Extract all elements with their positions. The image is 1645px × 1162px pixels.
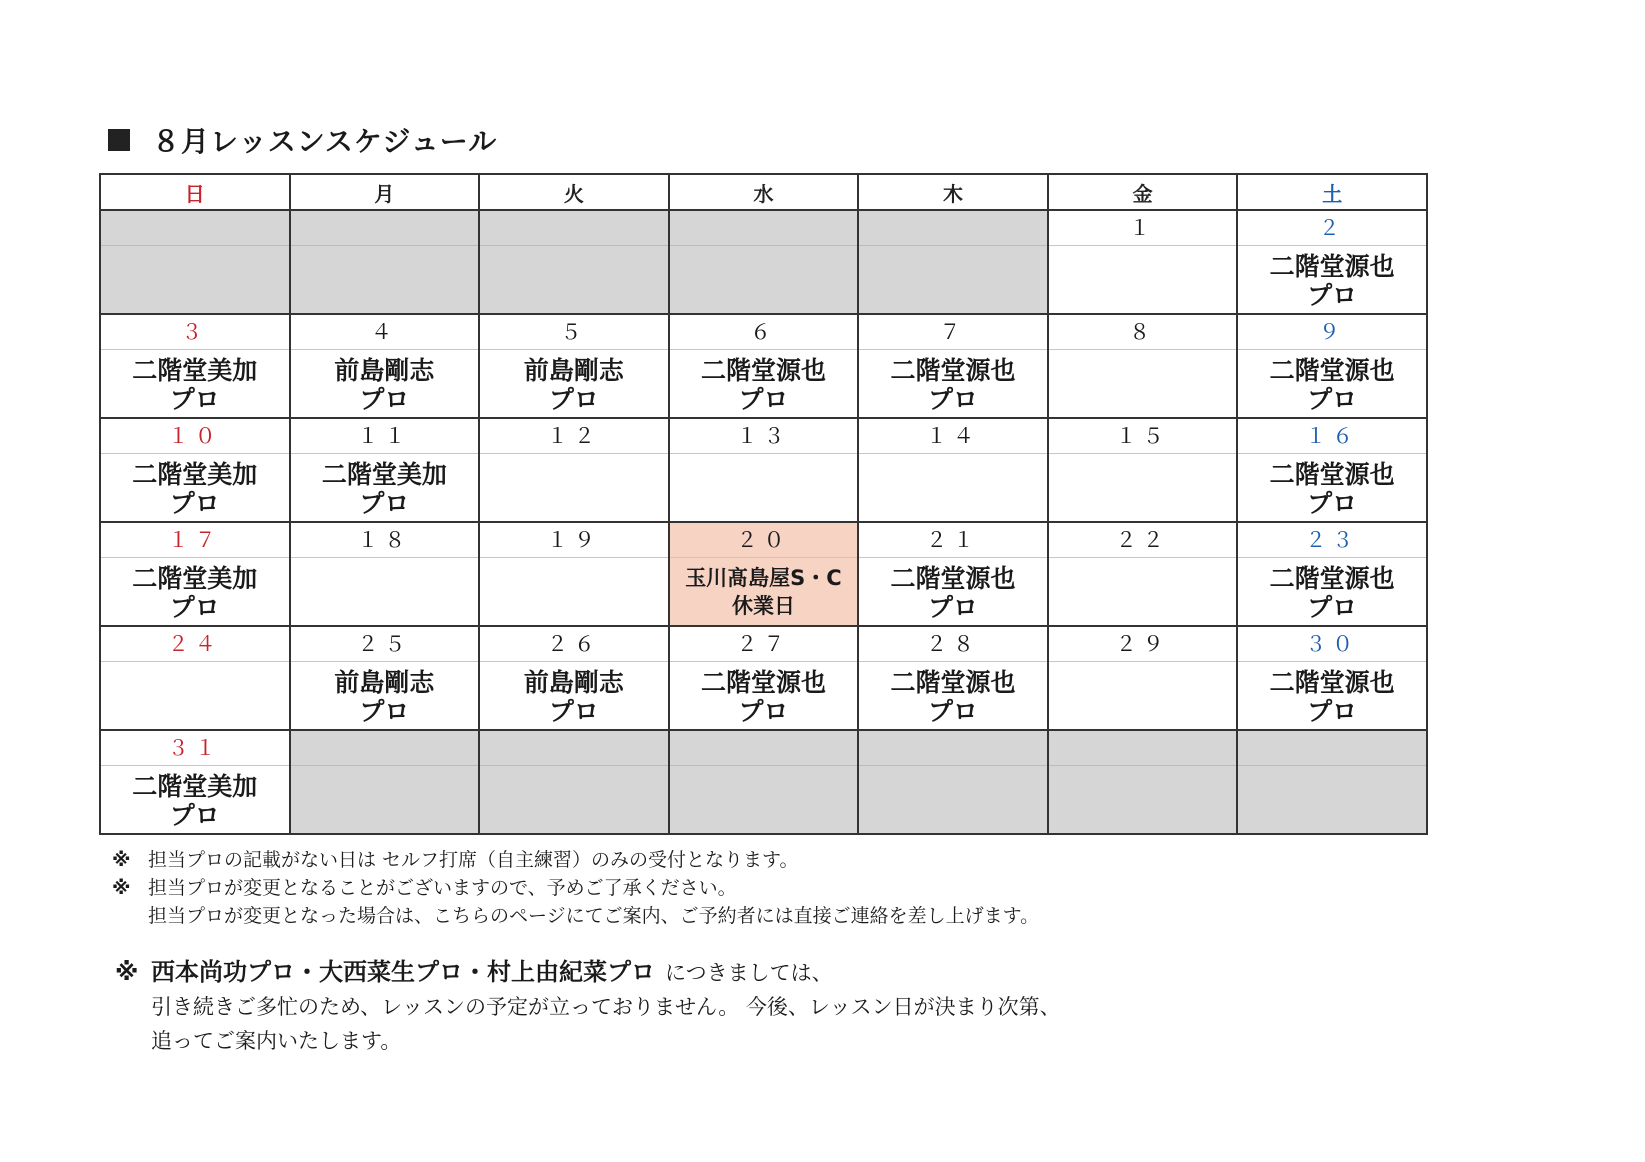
day-cell — [100, 522, 290, 626]
day-number: １ — [1049, 211, 1237, 246]
day-number-blank — [670, 731, 858, 766]
day-cell — [1048, 626, 1238, 730]
day-cell — [290, 522, 480, 626]
day-number: １９ — [480, 523, 668, 558]
lesson-instructor: 二階堂美加 プロ — [132, 460, 258, 518]
week-row — [100, 626, 1427, 730]
empty-day-cell — [1048, 730, 1238, 834]
square-bullet-icon — [108, 129, 130, 151]
day-cell — [858, 418, 1048, 522]
day-number: ２９ — [1049, 627, 1237, 662]
empty-day-cell — [858, 210, 1048, 314]
note-item — [112, 874, 1039, 930]
weekday-wed: 水 — [669, 174, 859, 210]
lesson-instructor: 前島剛志 プロ — [334, 356, 435, 414]
day-number: １３ — [670, 419, 858, 454]
weekday-mon: 月 — [290, 174, 480, 210]
day-number: ８ — [1049, 315, 1237, 350]
day-number: ２ — [1238, 211, 1426, 246]
day-number: ２３ — [1238, 523, 1426, 558]
lesson-instructor: 二階堂源也 プロ — [1269, 564, 1395, 622]
empty-day-cell — [479, 210, 669, 314]
lesson-instructor: 二階堂源也 プロ — [700, 668, 826, 726]
day-number: ２２ — [1049, 523, 1237, 558]
lesson-instructor: 二階堂源也 プロ — [1269, 252, 1395, 310]
lesson-instructor: 二階堂源也 プロ — [890, 668, 1016, 726]
empty-day-cell — [290, 730, 480, 834]
lesson-instructor: 前島剛志 プロ — [334, 668, 435, 726]
day-cell — [290, 314, 480, 418]
day-cell — [100, 314, 290, 418]
day-number-blank — [291, 731, 479, 766]
day-cell — [858, 314, 1048, 418]
empty-day-cell — [669, 210, 859, 314]
day-number: １５ — [1049, 419, 1237, 454]
day-cell — [290, 418, 480, 522]
day-number: １４ — [859, 419, 1047, 454]
week-row — [100, 210, 1427, 314]
day-cell — [1237, 418, 1427, 522]
lesson-instructor: 二階堂源也 プロ — [1269, 668, 1395, 726]
day-number: １２ — [480, 419, 668, 454]
lesson-instructor: 二階堂源也 プロ — [1269, 460, 1395, 518]
day-number: ２８ — [859, 627, 1047, 662]
day-number-blank — [859, 211, 1047, 246]
day-cell — [1237, 522, 1427, 626]
lesson-instructor: 前島剛志 プロ — [523, 356, 624, 414]
weekday-header-row — [100, 174, 1427, 210]
day-number: １１ — [291, 419, 479, 454]
day-number: ２４ — [101, 627, 289, 662]
title-text: ８月レッスンスケジュール — [152, 125, 498, 158]
lesson-instructor: 前島剛志 プロ — [523, 668, 624, 726]
day-cell — [1237, 626, 1427, 730]
weekday-tue: 火 — [479, 174, 669, 210]
day-cell — [479, 418, 669, 522]
day-cell — [479, 522, 669, 626]
day-number-blank — [859, 731, 1047, 766]
day-cell — [1237, 210, 1427, 314]
day-number: ３ — [101, 315, 289, 350]
weekday-sun: 日 — [100, 174, 290, 210]
week-row — [100, 418, 1427, 522]
week-row — [100, 730, 1427, 834]
note-text: 担当プロが変更となることがございますので、予めご了承ください。 担当プロが変更となった場合は、こちらのページにてご案内、ご予約者には直接ご連絡を差し上げます。 — [148, 877, 1040, 927]
day-number: ５ — [480, 315, 668, 350]
day-number-blank — [1238, 731, 1426, 766]
day-cell — [100, 418, 290, 522]
day-number: ３１ — [101, 731, 289, 766]
lesson-instructor: 二階堂美加 プロ — [132, 356, 258, 414]
day-number-blank — [480, 731, 668, 766]
empty-day-cell — [858, 730, 1048, 834]
day-number: ２５ — [291, 627, 479, 662]
page-title — [108, 120, 497, 160]
day-number: ３０ — [1238, 627, 1426, 662]
day-cell — [669, 314, 859, 418]
day-number: ２０ — [670, 523, 858, 558]
day-cell — [1048, 210, 1238, 314]
weekday-thu: 木 — [858, 174, 1048, 210]
instructor-notice — [115, 955, 1061, 1058]
day-cell — [479, 314, 669, 418]
day-number: ２６ — [480, 627, 668, 662]
day-number-blank — [101, 211, 289, 246]
day-cell — [1048, 522, 1238, 626]
day-number: ２１ — [859, 523, 1047, 558]
notice-body: 引き続きご多忙のため、レッスンの予定が立っておりません。 今後、レッスン日が決まり次第、 追ってご案内いたします。 — [151, 995, 1061, 1053]
day-cell — [1048, 418, 1238, 522]
day-cell — [100, 626, 290, 730]
day-number: ２７ — [670, 627, 858, 662]
empty-day-cell — [290, 210, 480, 314]
lesson-instructor: 二階堂美加 プロ — [321, 460, 447, 518]
day-cell — [1048, 314, 1238, 418]
schedule-calendar — [99, 173, 1428, 835]
day-number: １６ — [1238, 419, 1426, 454]
closed-day-label: 玉川髙島屋S・C 休業日 — [685, 566, 842, 618]
notice-lead: につきましては、 — [665, 961, 833, 985]
notice-instructor-names: 西本尚功プロ・大西菜生プロ・村上由紀菜プロ — [151, 958, 655, 986]
day-cell — [858, 522, 1048, 626]
empty-day-cell — [479, 730, 669, 834]
lesson-instructor: 二階堂源也 プロ — [890, 564, 1016, 622]
day-cell — [669, 522, 859, 626]
lesson-instructor: 二階堂美加 プロ — [132, 564, 258, 622]
note-mark: ※ — [112, 849, 131, 871]
day-number: ７ — [859, 315, 1047, 350]
day-number: ９ — [1238, 315, 1426, 350]
note-mark: ※ — [112, 877, 131, 899]
day-cell — [100, 730, 290, 834]
lesson-instructor: 二階堂源也 プロ — [700, 356, 826, 414]
day-cell — [1237, 314, 1427, 418]
weekday-sat: 土 — [1237, 174, 1427, 210]
day-number: １８ — [291, 523, 479, 558]
day-number: １７ — [101, 523, 289, 558]
day-number: ４ — [291, 315, 479, 350]
day-number-blank — [1049, 731, 1237, 766]
lesson-instructor: 二階堂源也 プロ — [1269, 356, 1395, 414]
notice-mark: ※ — [115, 958, 139, 986]
empty-day-cell — [100, 210, 290, 314]
day-cell — [669, 418, 859, 522]
day-number-blank — [291, 211, 479, 246]
note-text: 担当プロの記載がない日は セルフ打席（自主練習）のみの受付となります。 — [148, 849, 799, 871]
notes — [112, 846, 1039, 930]
day-cell — [858, 626, 1048, 730]
empty-day-cell — [1237, 730, 1427, 834]
day-cell — [479, 626, 669, 730]
weekday-fri: 金 — [1048, 174, 1238, 210]
day-cell — [669, 626, 859, 730]
note-item — [112, 846, 1039, 874]
week-row — [100, 522, 1427, 626]
day-number: １０ — [101, 419, 289, 454]
lesson-instructor: 二階堂源也 プロ — [890, 356, 1016, 414]
day-cell — [290, 626, 480, 730]
day-number: ６ — [670, 315, 858, 350]
week-row — [100, 314, 1427, 418]
day-number-blank — [670, 211, 858, 246]
day-number-blank — [480, 211, 668, 246]
empty-day-cell — [669, 730, 859, 834]
lesson-instructor: 二階堂美加 プロ — [132, 772, 258, 830]
